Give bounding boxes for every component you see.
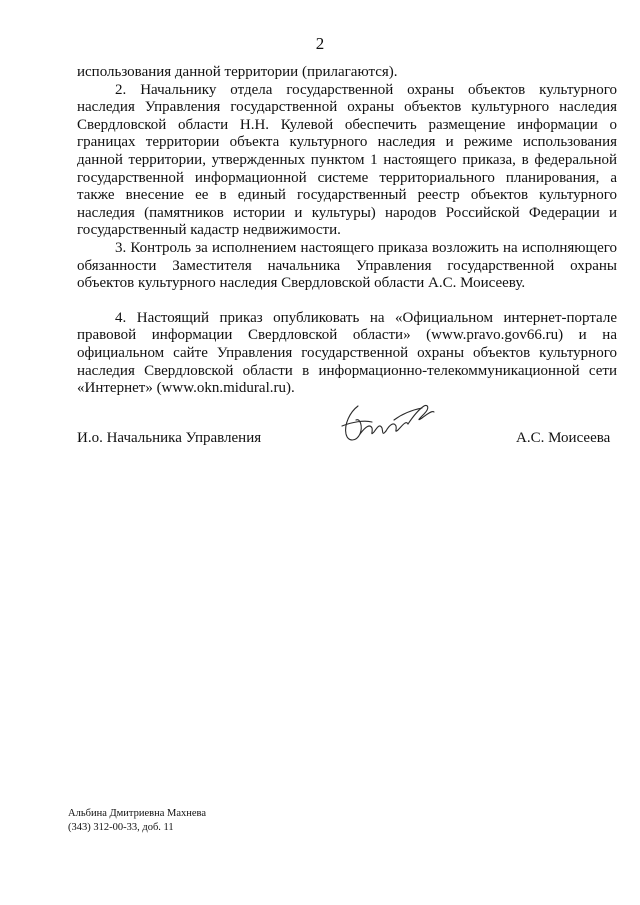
- paragraph-item-2: 2. Начальнику отдела государственной охраны объектов культурного наследия Управления государственной охраны объектов культурного наследия Свердловской области Н.Н. Кулевой обеспечить размещение информации о границах территории объекта культурного наследия и режиме использования данной территории, утвержденных пунктом 1 настоящего приказа, в федеральной государственной информационной системе территориального планирования, а также внесение ее в единый государственный реестр объектов культурного наследия (памятников истории и культуры) народов Российской Федерации и государственный кадастр недвижимости.: [77, 81, 617, 239]
- executor-phone: (343) 312-00-33, доб. 11: [68, 822, 174, 833]
- paragraph-spacer: [77, 293, 617, 310]
- paragraph-continuation: использования данной территории (прилагаются).: [77, 64, 398, 80]
- signer-position: И.о. Начальника Управления: [77, 430, 262, 446]
- paragraph-item-4: 4. Настоящий приказ опубликовать на «Официальном интернет-портале правовой информации Свердловской области» (www.pravo.gov66.ru) и на официальном сайте Управления государственной охраны объектов культурного наследия Свердловской области в информационно-телекоммуникационной сети «Интернет» (www.okn.midural.ru).: [77, 309, 617, 397]
- document-body: [77, 64, 617, 398]
- paragraph-item-3: 3. Контроль за исполнением настоящего приказа возложить на исполняющего обязанности Заместителя начальника Управления государственной охраны объектов культурного наследия Свердловской области А.С. Моисееву.: [77, 239, 617, 292]
- executor-name: Альбина Дмитриевна Махнева: [68, 808, 207, 819]
- page-number: 2: [315, 34, 325, 53]
- handwritten-signature: [336, 398, 438, 450]
- signer-name: А.С. Моисеева: [516, 430, 611, 446]
- executor-info: [68, 807, 206, 835]
